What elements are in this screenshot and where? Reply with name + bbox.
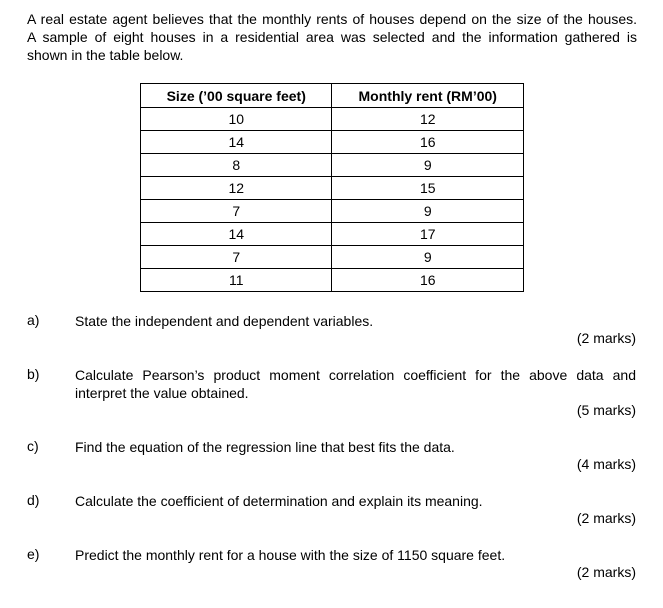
intro-line-1: A real estate agent believes that the monthly rents of houses depend on the size of the houses. — [27, 11, 637, 27]
header-rent: Monthly rent (RM’00) — [332, 84, 524, 108]
table-row — [141, 154, 524, 177]
marks-label: (2 marks) — [576, 564, 636, 580]
question-letter: d) — [27, 492, 40, 508]
marks-label: (2 marks) — [576, 330, 636, 346]
marks-label: (5 marks) — [576, 402, 636, 418]
cell-rent: 17 — [332, 223, 524, 246]
question-letter: b) — [27, 366, 40, 382]
cell-rent: 16 — [332, 269, 524, 292]
table-row — [141, 269, 524, 292]
intro-line-2: A sample of eight houses in a residential area was selected and the information gathered is — [27, 29, 637, 45]
data-table — [140, 83, 524, 292]
table-row — [141, 223, 524, 246]
question-text: Calculate the coefficient of determination and explain its meaning. — [75, 493, 483, 509]
intro-paragraph — [27, 10, 637, 64]
cell-size: 7 — [141, 200, 332, 223]
table-row — [141, 108, 524, 131]
question-text: State the independent and dependent variables. — [75, 313, 374, 329]
cell-size: 7 — [141, 246, 332, 269]
cell-rent: 16 — [332, 131, 524, 154]
table-header-row — [141, 84, 524, 108]
cell-rent: 9 — [332, 200, 524, 223]
cell-rent: 9 — [332, 154, 524, 177]
cell-size: 10 — [141, 108, 332, 131]
table-row — [141, 200, 524, 223]
question-letter: c) — [27, 438, 39, 454]
table-row — [141, 131, 524, 154]
cell-size: 14 — [141, 223, 332, 246]
question-text — [75, 366, 636, 402]
question-letter: a) — [27, 312, 40, 328]
question-text: Find the equation of the regression line that best fits the data. — [75, 439, 455, 455]
table-row — [141, 177, 524, 200]
cell-rent: 12 — [332, 108, 524, 131]
cell-rent: 15 — [332, 177, 524, 200]
marks-label: (2 marks) — [576, 510, 636, 526]
cell-rent: 9 — [332, 246, 524, 269]
cell-size: 14 — [141, 131, 332, 154]
cell-size: 11 — [141, 269, 332, 292]
cell-size: 12 — [141, 177, 332, 200]
question-text-line-1: Calculate Pearson’s product moment correlation coefficient for the above data and — [75, 367, 636, 383]
intro-line-3: shown in the table below. — [27, 47, 184, 63]
marks-label: (4 marks) — [576, 456, 636, 472]
question-letter: e) — [27, 546, 40, 562]
table-row — [141, 246, 524, 269]
question-text: Predict the monthly rent for a house with the size of 1150 square feet. — [75, 547, 506, 563]
header-size: Size (’00 square feet) — [141, 84, 332, 108]
cell-size: 8 — [141, 154, 332, 177]
question-text-line-2: interpret the value obtained. — [75, 385, 249, 401]
